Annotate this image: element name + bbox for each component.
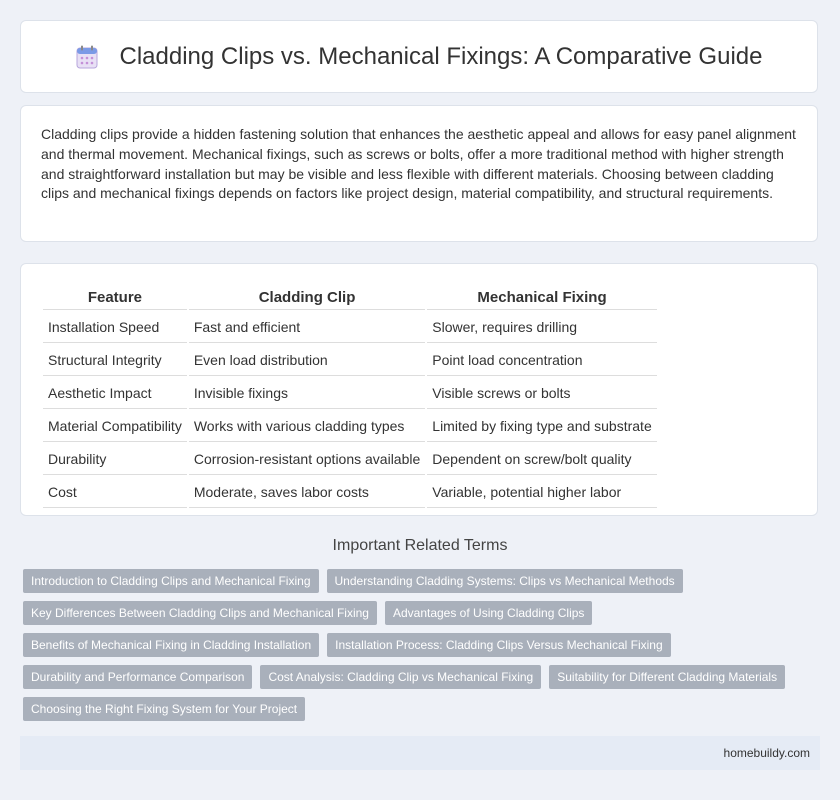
column-header: Mechanical Fixing bbox=[427, 286, 656, 310]
table-row bbox=[43, 312, 657, 343]
table-cell: Installation Speed bbox=[43, 312, 187, 343]
table-cell: Corrosion-resistant options available bbox=[189, 444, 425, 475]
table-cell: Dependent on screw/bolt quality bbox=[427, 444, 656, 475]
table-cell: Limited by fixing type and substrate bbox=[427, 411, 656, 442]
page-title-text: Cladding Clips vs. Mechanical Fixings: A Comparative Guide bbox=[119, 42, 763, 70]
table-cell: Invisible fixings bbox=[189, 378, 425, 409]
table-row bbox=[43, 411, 657, 442]
comparison-table bbox=[41, 284, 659, 510]
related-term-tag[interactable]: Installation Process: Cladding Clips Versus Mechanical Fixing bbox=[327, 633, 671, 657]
table-cell: Aesthetic Impact bbox=[43, 378, 187, 409]
table-cell: Visible screws or bolts bbox=[427, 378, 656, 409]
table-cell: Durability bbox=[43, 444, 187, 475]
table-cell: Even load distribution bbox=[189, 345, 425, 376]
footer-site-link[interactable]: homebuildy.com bbox=[723, 746, 810, 760]
related-term-tag[interactable]: Key Differences Between Cladding Clips and Mechanical Fixing bbox=[23, 601, 377, 625]
table-cell: Variable, potential higher labor bbox=[427, 477, 656, 508]
column-header: Feature bbox=[43, 286, 187, 310]
table-row bbox=[43, 378, 657, 409]
table-cell: Slower, requires drilling bbox=[427, 312, 656, 343]
related-term-tag[interactable]: Suitability for Different Cladding Materials bbox=[549, 665, 785, 689]
header-card bbox=[20, 20, 818, 93]
column-header: Cladding Clip bbox=[189, 286, 425, 310]
table-header-row bbox=[43, 286, 657, 310]
table-cell: Moderate, saves labor costs bbox=[189, 477, 425, 508]
table-cell: Cost bbox=[43, 477, 187, 508]
related-term-tag[interactable]: Cost Analysis: Cladding Clip vs Mechanical Fixing bbox=[260, 665, 541, 689]
related-terms-title: Important Related Terms bbox=[332, 537, 508, 554]
related-term-tag[interactable]: Understanding Cladding Systems: Clips vs Mechanical Methods bbox=[327, 569, 683, 593]
related-terms-list bbox=[23, 569, 823, 729]
related-term-tag[interactable]: Benefits of Mechanical Fixing in Cladding Installation bbox=[23, 633, 319, 657]
footer bbox=[20, 736, 820, 770]
table-row bbox=[43, 444, 657, 475]
table-cell: Works with various cladding types bbox=[189, 411, 425, 442]
table-cell: Material Compatibility bbox=[43, 411, 187, 442]
table-row bbox=[43, 477, 657, 508]
intro-text: Cladding clips provide a hidden fastening solution that enhances the aesthetic appeal and allows for easy panel alignment and thermal movement. Mechanical fixings, such as screws or bolts, offer a more traditional method with higher strength and straightforward installation but may be visible and less flexible with different materials. Choosing between cladding clips and mechanical fixings depends on factors like project design, material compatibility, and structural requirements. bbox=[41, 126, 796, 202]
calendar-icon bbox=[76, 45, 98, 69]
related-term-tag[interactable]: Introduction to Cladding Clips and Mechanical Fixing bbox=[23, 569, 319, 593]
related-term-tag[interactable]: Choosing the Right Fixing System for Your Project bbox=[23, 697, 305, 721]
comparison-card bbox=[20, 263, 818, 516]
related-term-tag[interactable]: Advantages of Using Cladding Clips bbox=[385, 601, 592, 625]
table-cell: Fast and efficient bbox=[189, 312, 425, 343]
page-title bbox=[76, 43, 763, 71]
table-row bbox=[43, 345, 657, 376]
table-cell: Point load concentration bbox=[427, 345, 656, 376]
table-cell: Structural Integrity bbox=[43, 345, 187, 376]
intro-card bbox=[20, 105, 818, 242]
related-term-tag[interactable]: Durability and Performance Comparison bbox=[23, 665, 252, 689]
